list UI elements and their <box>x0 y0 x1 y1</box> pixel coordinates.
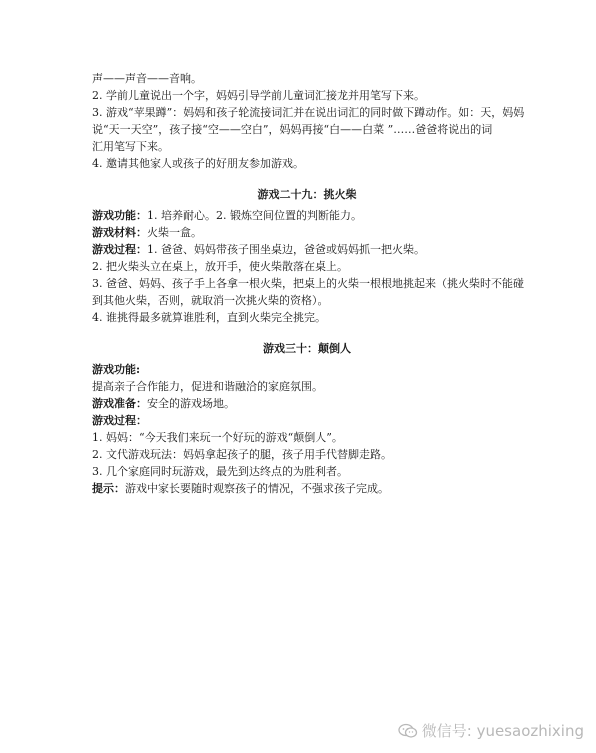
watermark-text: 微信号: yuesaozhixing <box>421 722 584 740</box>
game29-section <box>92 186 522 326</box>
game30-tip-text: 游戏中家长要随时观察孩子的情况，不强求孩子完成。 <box>125 482 389 495</box>
game29-material-text: 火柴一盒。 <box>147 226 202 239</box>
game30-process-label: 游戏过程： <box>92 414 147 427</box>
game29-material-label: 游戏材料： <box>92 226 147 239</box>
intro-line: 汇用笔写下来。 <box>92 140 169 153</box>
game29-process-step: 4. 谁挑得最多就算谁胜利，直到火柴完全挑完。 <box>92 311 326 324</box>
document-body <box>92 70 525 497</box>
game30-prep-label: 游戏准备： <box>92 397 147 410</box>
game29-function <box>92 207 522 224</box>
game30-function-text: 提高亲子合作能力，促进和谐融洽的家庭氛围。 <box>92 380 323 393</box>
game29-process-step: 2. 把火柴头立在桌上，放开手，使火柴散落在桌上。 <box>92 260 348 273</box>
game29-material <box>92 224 522 241</box>
game29-process-step: 1. 爸爸、妈妈带孩子围坐桌边，爸爸或妈妈抓一把火柴。 <box>147 243 425 256</box>
game30-section <box>92 340 522 497</box>
game30-prep-text: 安全的游戏场地。 <box>147 397 235 410</box>
wechat-icon <box>398 723 418 739</box>
game30-tip-label: 提示： <box>92 482 125 495</box>
game29-process-step: 到其他火柴，否则，就取消一次挑火柴的资格）。 <box>92 294 329 307</box>
game30-title: 游戏三十：颠倒人 <box>263 342 351 355</box>
game29-process <box>92 241 522 258</box>
game30-process-step: 1. 妈妈：“今天我们来玩一个好玩的游戏“颠倒人”。 <box>92 431 343 444</box>
intro-line: 4. 邀请其他家人或孩子的好朋友参加游戏。 <box>92 157 304 170</box>
game30-process-step: 2. 文代游戏玩法：妈妈拿起孩子的腿，孩子用手代替脚走路。 <box>92 448 392 461</box>
watermark <box>398 720 584 741</box>
intro-line: 声——声音——音响。 <box>92 72 202 85</box>
game29-process-label: 游戏过程： <box>92 243 147 256</box>
intro-line: 2. 学前儿童说出一个字，妈妈引导学前儿童词汇接龙并用笔写下来。 <box>92 89 425 102</box>
intro-line: 3. 游戏“苹果蹲”：妈妈和孩子轮流接词汇并在说出词汇的同时做下蹲动作。如：天，妈妈 <box>92 106 525 119</box>
intro-section <box>92 70 525 172</box>
game30-prep <box>92 395 522 412</box>
game29-function-label: 游戏功能： <box>92 209 147 222</box>
game29-title: 游戏二十九：挑火柴 <box>257 188 357 201</box>
game30-tip <box>92 480 522 497</box>
intro-line: 说“天一天空”，孩子接“空——空白”，妈妈再接“白——白菜 ”……爸爸将说出的词 <box>92 123 493 136</box>
game29-process-step: 3. 爸爸、妈妈、孩子手上各拿一根火柴，把桌上的火柴一根根地挑起来（挑火柴时不能碰 <box>92 277 524 290</box>
game30-process-step: 3. 几个家庭同时玩游戏，最先到达终点的为胜利者。 <box>92 465 348 478</box>
game30-function-label: 游戏功能: <box>92 363 141 376</box>
game29-function-text: 1. 培养耐心。2. 锻炼空间位置的判断能力。 <box>147 209 362 222</box>
